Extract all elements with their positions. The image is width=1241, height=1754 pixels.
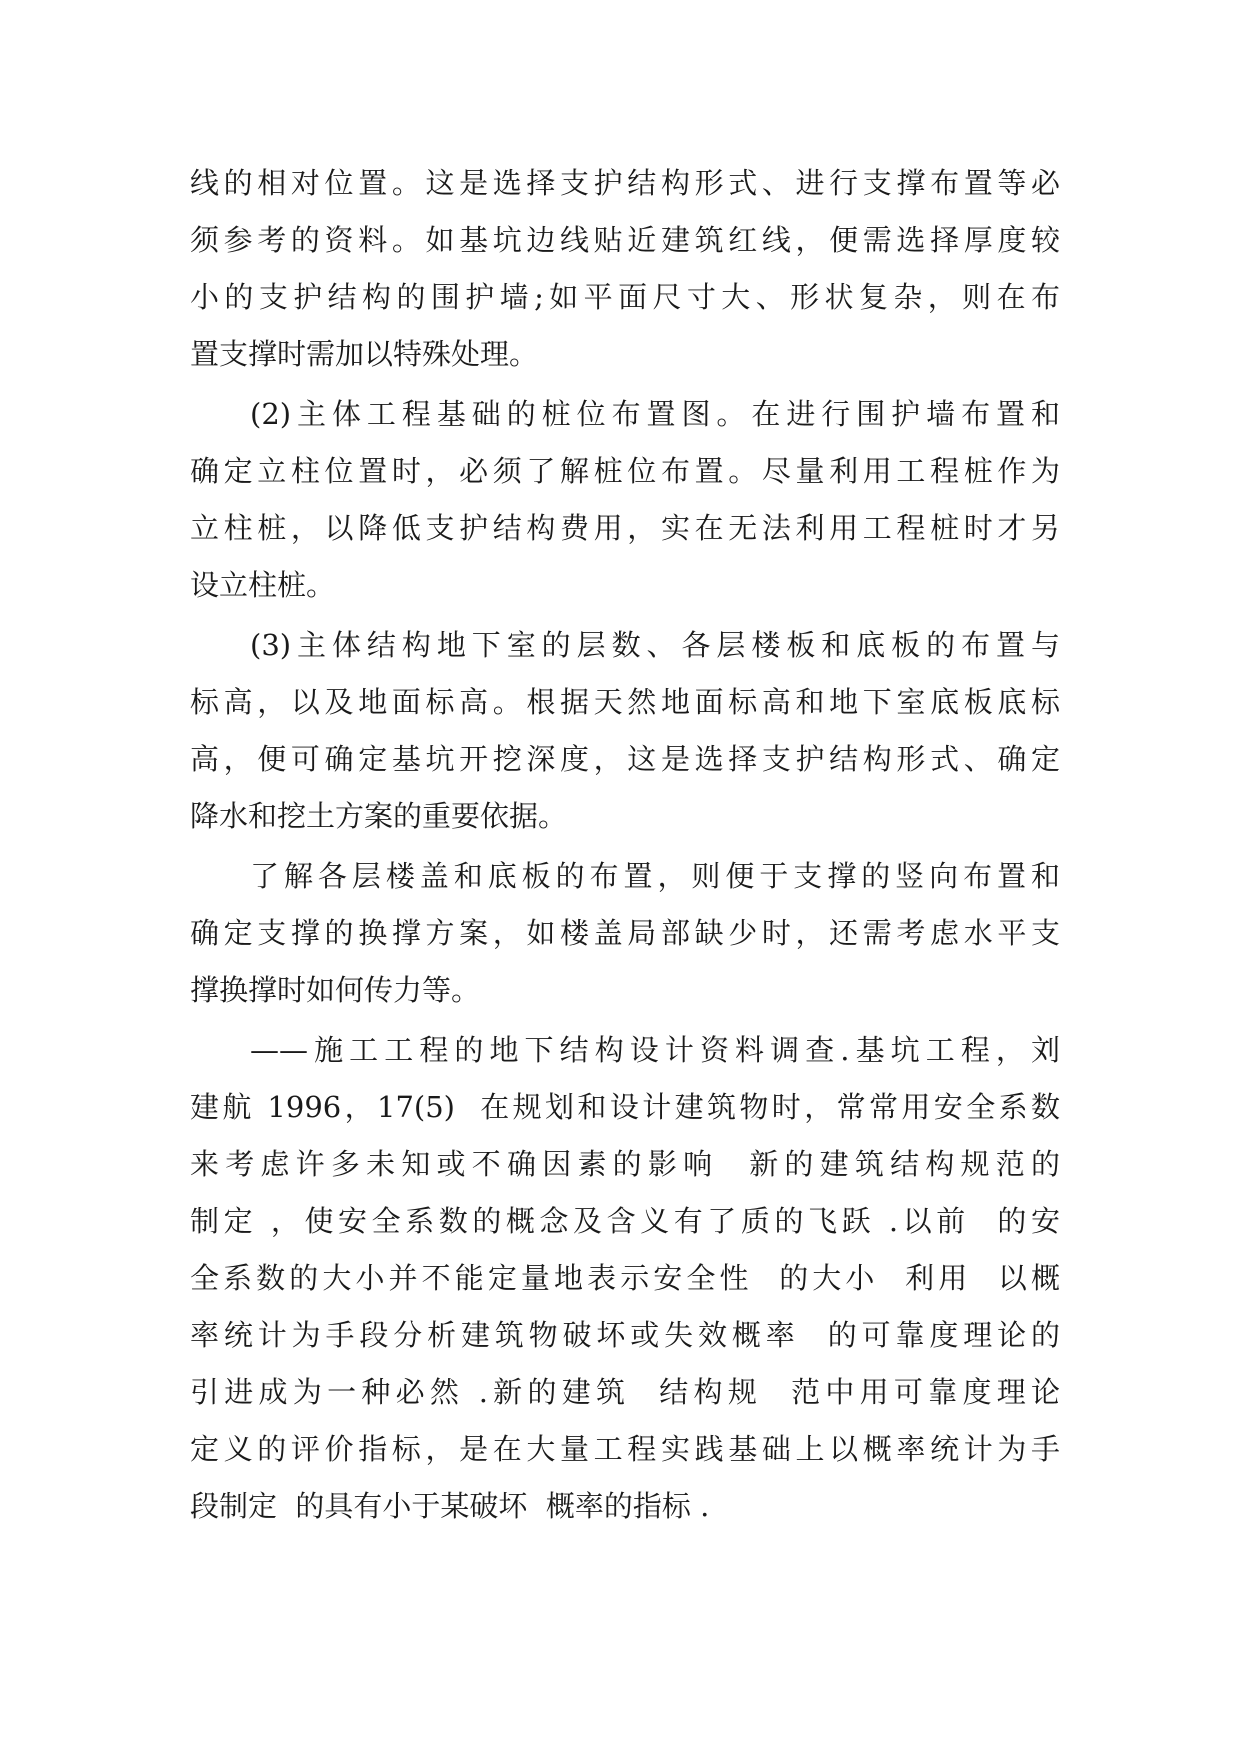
text-line: 引进成为一种必然 .新的建筑 结构规 范中用可靠度理论 xyxy=(190,1375,1060,1409)
text-line: 撑换撑时如何传力等。 xyxy=(190,973,481,1007)
text-line: 降水和挖土方案的重要依据。 xyxy=(190,799,568,833)
text-line: 制定 ，使安全系数的概念及含义有了质的飞跃 .以前 的安 xyxy=(190,1204,1060,1238)
text-line: 来考虑许多未知或不确因素的影响 新的建筑结构规范的 xyxy=(190,1147,1060,1181)
text-line: 标高，以及地面标高。根据天然地面标高和地下室底板底标 xyxy=(190,685,1060,719)
text-line: 率统计为手段分析建筑物破坏或失效概率 的可靠度理论的 xyxy=(190,1318,1060,1352)
text-line: 置支撑时需加以特殊处理。 xyxy=(190,337,539,371)
text-line: 了解各层楼盖和底板的布置，则便于支撑的竖向布置和 xyxy=(250,859,1060,893)
text-line: 小的支护结构的围护墙;如平面尺寸大、形状复杂，则在布 xyxy=(190,280,1060,314)
text-line: 设立柱桩。 xyxy=(190,568,336,602)
text-line: (3)主体结构地下室的层数、各层楼板和底板的布置与 xyxy=(250,628,1060,662)
text-line: 立柱桩，以降低支护结构费用，实在无法利用工程桩时才另 xyxy=(190,511,1060,545)
text-line: 全系数的大小并不能定量地表示安全性 的大小 利用 以概 xyxy=(190,1261,1060,1295)
text-line: 定义的评价指标，是在大量工程实践基础上以概率统计为手 xyxy=(190,1432,1060,1466)
text-line: 高，便可确定基坑开挖深度，这是选择支护结构形式、确定 xyxy=(190,742,1060,776)
text-line: 段制定 的具有小于某破坏 概率的指标 . xyxy=(190,1489,710,1523)
text-line: ——施工工程的地下结构设计资料调查.基坑工程，刘 xyxy=(250,1033,1060,1067)
text-line: 确定立柱位置时，必须了解桩位布置。尽量利用工程桩作为 xyxy=(190,454,1060,488)
text-line: 建航 1996，17(5) 在规划和设计建筑物时，常常用安全系数 xyxy=(190,1090,1060,1124)
text-line: 须参考的资料。如基坑边线贴近建筑红线，便需选择厚度较 xyxy=(190,223,1060,257)
text-line: (2)主体工程基础的桩位布置图。在进行围护墙布置和 xyxy=(250,397,1060,431)
text-line: 线的相对位置。这是选择支护结构形式、进行支撑布置等必 xyxy=(190,166,1060,200)
text-line: 确定支撑的换撑方案，如楼盖局部缺少时，还需考虑水平支 xyxy=(190,916,1060,950)
